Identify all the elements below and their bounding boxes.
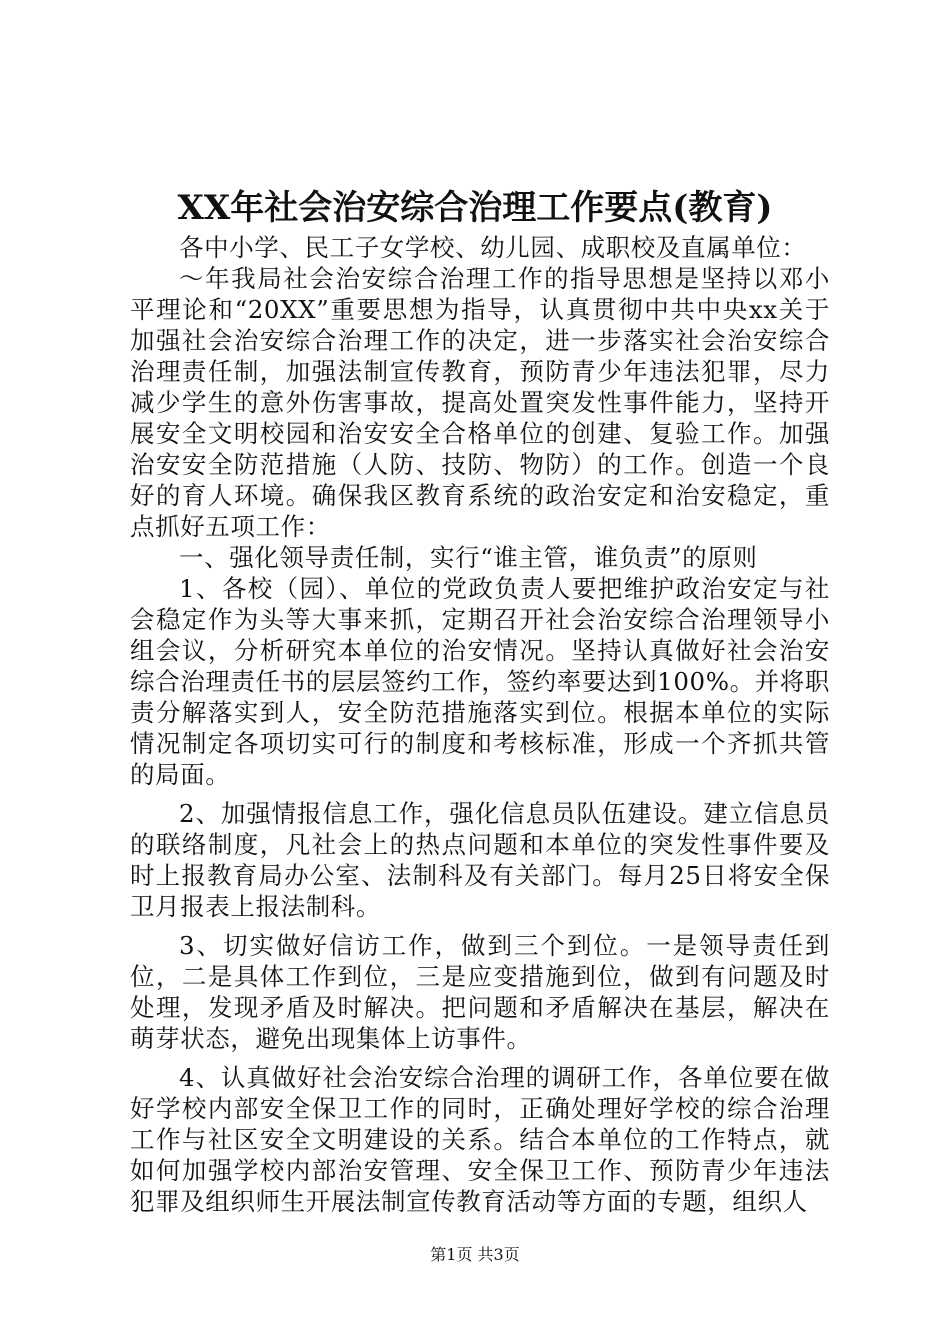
paragraph-item-4: 4、认真做好社会治安综合治理的调研工作，各单位要在做好学校内部安全保卫工作的同时，正确处理好学校的综合治理工作与社区安全文明建设的关系。结合本单位的工作特点，就如何加强学校内部治安管理、安全保卫工作、预防青少年违法犯罪及组织师生开展法制宣传教育活动等方面的专题，组织人 (130, 1063, 830, 1216)
paragraph-item-2: 2、加强情报信息工作，强化信息员队伍建设。建立信息员的联络制度，凡社会上的热点问题和本单位的突发性事件要及时上报教育局办公室、法制科及有关部门。每月25日将安全保卫月报表上报法制科。 (130, 799, 830, 921)
paragraph-section-heading: 一、强化领导责任制，实行“谁主管，谁负责”的原则 (179, 543, 758, 572)
paragraph-item-1: 1、各校（园）、单位的党政负责人要把维护政治安定与社会稳定作为头等大事来抓，定期召开社会治安综合治理领导小组会议，分析研究本单位的治安情况。坚持认真做好社会治安综合治理责任书的层层签约工作，签约率要达到100%。并将职责分解落实到人，安全防范措施落实到位。根据本单位的实际情况制定各项切实可行的制度和考核标准，形成一个齐抓共管的局面。 (130, 574, 830, 789)
paragraph-item-3: 3、切实做好信访工作，做到三个到位。一是领导责任到位，二是具体工作到位，三是应变措施到位，做到有问题及时处理，发现矛盾及时解决。把问题和矛盾解决在基层，解决在萌芽状态，避免出现集体上访事件。 (130, 931, 830, 1053)
document-title: XX年社会治安综合治理工作要点(教育) (177, 188, 773, 228)
paragraph-salutation: 各中小学、民工子女学校、幼儿园、成职校及直属单位： (179, 233, 807, 262)
document-body (130, 232, 830, 1217)
page-footer: 第1页 共3页 (430, 1245, 520, 1264)
paragraph-guiding-thought: ～年我局社会治安综合治理工作的指导思想是坚持以邓小平理论和“20XX”重要思想为指导，认真贯彻中共中央xx关于加强社会治安综合治理工作的决定，进一步落实社会治安综合治理责任制，加强法制宣传教育，预防青少年违法犯罪，尽力减少学生的意外伤害事故，提高处置突发性事件能力，坚持开展安全文明校园和治安安全合格单位的创建、复验工作。加强治安安全防范措施（人防、技防、物防）的工作。创造一个良好的育人环境。确保我区教育系统的政治安定和治安稳定，重点抓好五项工作： (130, 264, 830, 541)
